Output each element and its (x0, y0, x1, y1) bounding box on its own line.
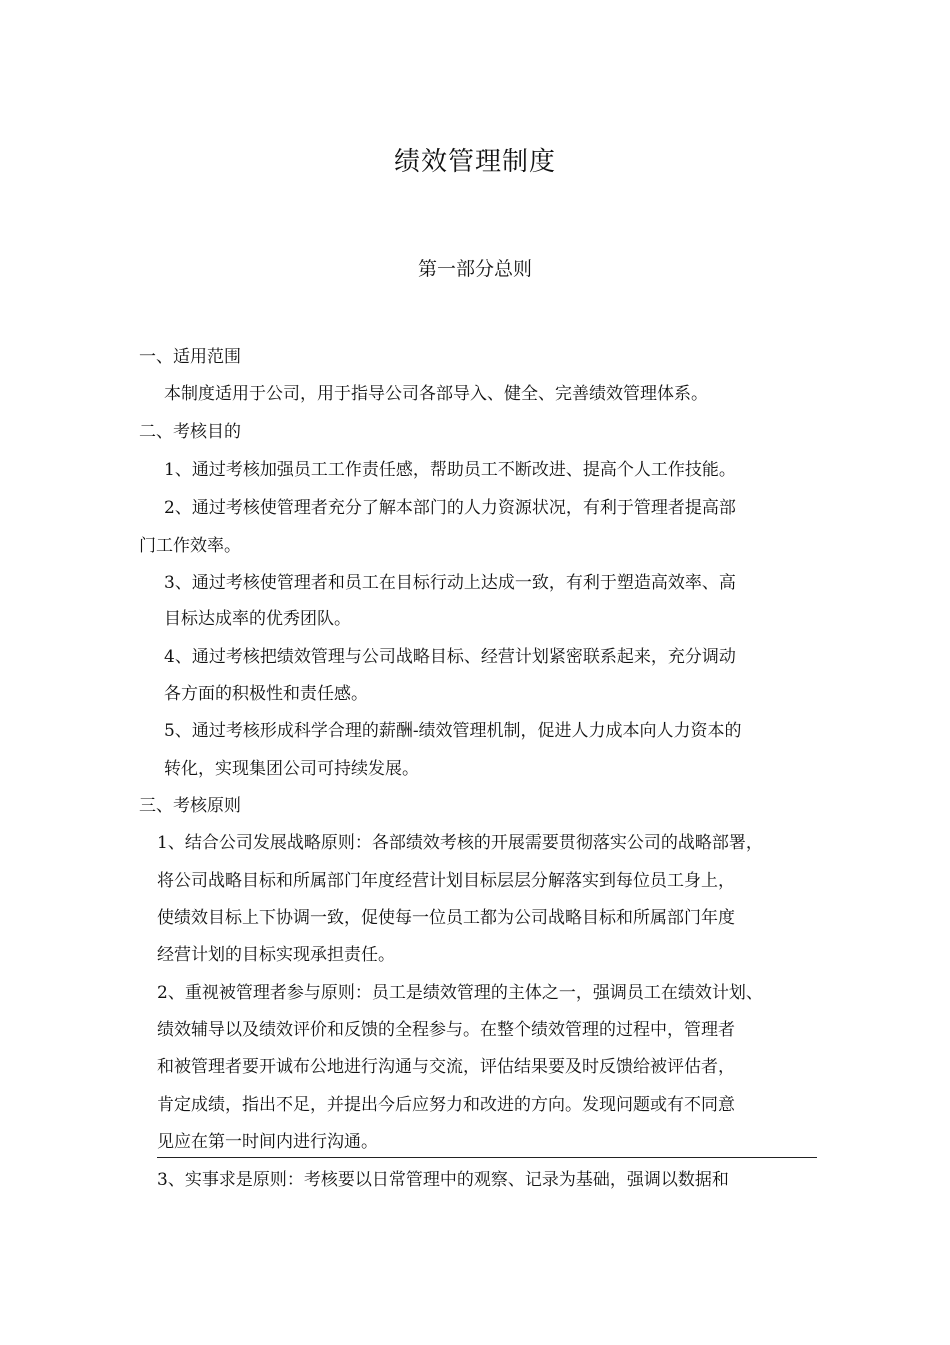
part-heading: 第一部分总则 (417, 258, 532, 280)
paragraph-scope: 本制度适用于公司，用于指导公司各部导入、健全、完善绩效管理体系。 (164, 384, 708, 404)
purpose-item-5-line-1: 5、通过考核形成科学合理的薪酬-绩效管理机制，促进人力成本向人力资本的 (164, 721, 742, 741)
horizontal-rule (157, 1157, 817, 1158)
principle-2-line-1: 2、重视被管理者参与原则：员工是绩效管理的主体之一，强调员工在绩效计划、 (157, 983, 763, 1003)
purpose-item-2-line-2: 门工作效率。 (139, 536, 241, 556)
principle-2-line-3: 和被管理者要开诚布公地进行沟通与交流，评估结果要及时反馈给被评估者， (157, 1057, 735, 1077)
principle-3-line-1: 3、实事求是原则：考核要以日常管理中的观察、记录为基础，强调以数据和 (157, 1170, 729, 1190)
purpose-item-4-line-1: 4、通过考核把绩效管理与公司战略目标、经营计划紧密联系起来，充分调动 (164, 647, 736, 667)
principle-1-line-2: 将公司战略目标和所属部门年度经营计划目标层层分解落实到每位员工身上， (157, 871, 735, 891)
purpose-item-5-line-2: 转化，实现集团公司可持续发展。 (164, 759, 419, 779)
principle-2-line-4: 肯定成绩，指出不足，并提出今后应努力和改进的方向。发现问题或有不同意 (157, 1095, 735, 1115)
section-heading-principles: 三、考核原则 (139, 796, 241, 816)
principle-1-line-4: 经营计划的目标实现承担责任。 (157, 945, 395, 965)
principle-2-line-5: 见应在第一时间内进行沟通。 (157, 1132, 378, 1152)
purpose-item-3-line-2: 目标达成率的优秀团队。 (164, 609, 351, 629)
purpose-item-2-line-1: 2、通过考核使管理者充分了解本部门的人力资源状况，有利于管理者提高部 (164, 498, 736, 518)
purpose-item-4-line-2: 各方面的积极性和责任感。 (164, 684, 368, 704)
principle-1-line-1: 1、结合公司发展战略原则：各部绩效考核的开展需要贯彻落实公司的战略部署， (157, 833, 763, 853)
section-heading-purpose: 二、考核目的 (139, 422, 241, 442)
purpose-item-3-line-1: 3、通过考核使管理者和员工在目标行动上达成一致，有利于塑造高效率、高 (164, 573, 736, 593)
principle-2-line-2: 绩效辅导以及绩效评价和反馈的全程参与。在整个绩效管理的过程中，管理者 (157, 1020, 735, 1040)
document-title: 绩效管理制度 (393, 147, 556, 177)
principle-1-line-3: 使绩效目标上下协调一致，促使每一位员工都为公司战略目标和所属部门年度 (157, 908, 735, 928)
section-heading-scope: 一、适用范围 (139, 347, 241, 367)
purpose-item-1: 1、通过考核加强员工工作责任感，帮助员工不断改进、提高个人工作技能。 (164, 460, 736, 480)
